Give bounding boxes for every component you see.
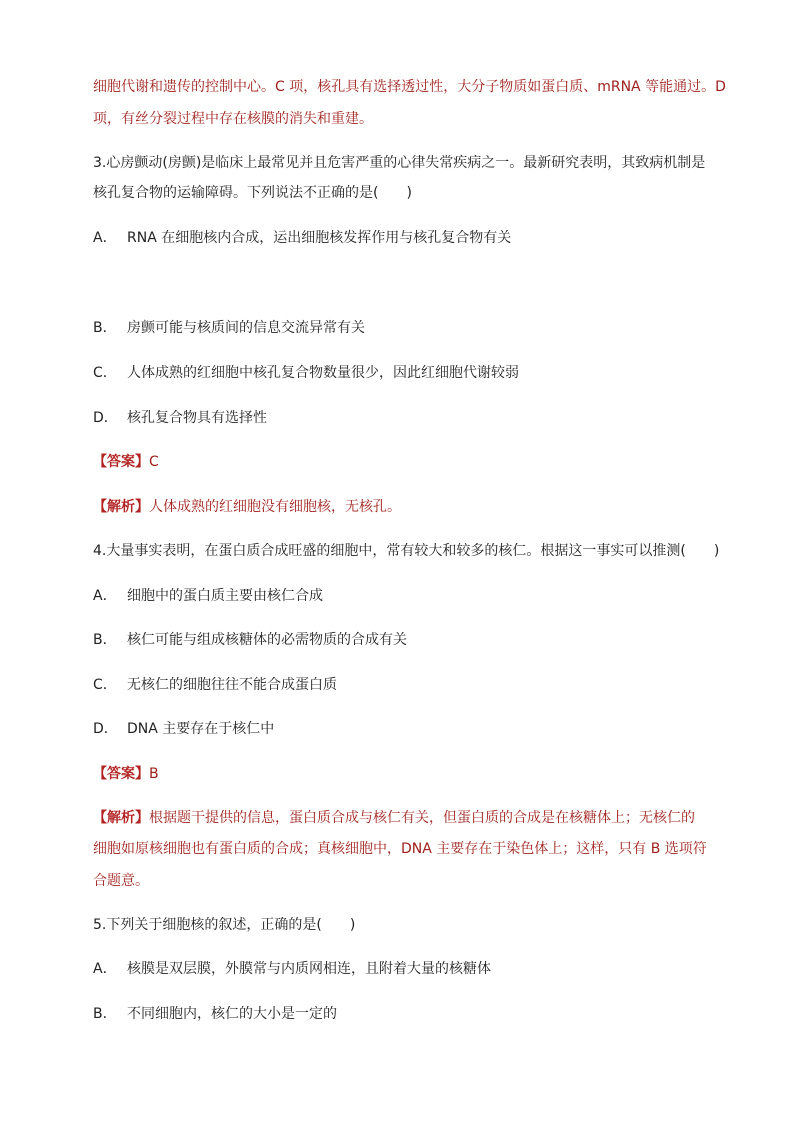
q3-option-a	[93, 228, 733, 248]
q5-option-a	[93, 959, 733, 979]
option-text: 核仁可能与组成核糖体的必需物质的合成有关	[127, 632, 407, 648]
option-text: 不同细胞内，核仁的大小是一定的	[127, 1006, 337, 1022]
option-text: 核孔复合物具有选择性	[127, 410, 267, 426]
analysis-label: 【解析】	[93, 499, 149, 515]
q4-analysis-line-3: 合题意。	[93, 873, 149, 889]
q4-option-d	[93, 719, 733, 739]
analysis-text: 人体成熟的红细胞没有细胞核，无核孔。	[149, 499, 401, 515]
option-letter: A．	[93, 230, 117, 246]
q3-option-d	[93, 408, 733, 428]
option-letter: A．	[93, 588, 117, 604]
q4-analysis-line-2: 细胞如原核细胞也有蛋白质的合成；真核细胞中，DNA 主要存在于染色体上；这样，只有 B 选项符	[93, 841, 707, 857]
prev-analysis-line-2: 项，有丝分裂过程中存在核膜的消失和重建。	[93, 111, 373, 127]
option-letter: A．	[93, 961, 117, 977]
option-letter: B．	[93, 320, 117, 336]
q4-analysis-line-1	[93, 808, 733, 828]
q4-option-b	[93, 630, 733, 650]
option-letter: D．	[93, 721, 118, 737]
option-text: 无核仁的细胞往往不能合成蛋白质	[127, 677, 337, 693]
q3-option-c	[93, 363, 733, 383]
q3-stem-line-2: 核孔复合物的运输障碍。下列说法不正确的是( )	[93, 185, 412, 201]
q4-answer	[93, 764, 733, 784]
option-text: 核膜是双层膜，外膜常与内质网相连，且附着大量的核糖体	[127, 961, 491, 977]
analysis-text: 根据题干提供的信息，蛋白质合成与核仁有关，但蛋白质的合成是在核糖体上；无核仁的	[149, 810, 695, 826]
option-letter: C．	[93, 365, 117, 381]
q3-answer	[93, 452, 733, 472]
prev-analysis-line-1: 细胞代谢和遗传的控制中心。C 项，核孔具有选择透过性，大分子物质如蛋白质、mRNA 等能通过。D	[93, 79, 726, 95]
q5-option-b	[93, 1004, 733, 1024]
q3-option-b	[93, 318, 733, 338]
q3-stem-line-1: 3.心房颤动(房颤)是临床上最常见并且危害严重的心律失常疾病之一。最新研究表明，其致病机制是	[93, 155, 706, 171]
answer-label: 【答案】	[93, 454, 149, 470]
option-text: DNA 主要存在于核仁中	[127, 721, 275, 737]
option-letter: B．	[93, 632, 117, 648]
option-text: 人体成熟的红细胞中核孔复合物数量很少，因此红细胞代谢较弱	[127, 365, 519, 381]
analysis-label: 【解析】	[93, 810, 149, 826]
option-letter: B．	[93, 1006, 117, 1022]
answer-value: C	[149, 454, 159, 470]
option-text: 细胞中的蛋白质主要由核仁合成	[127, 588, 323, 604]
option-text: 房颤可能与核质间的信息交流异常有关	[127, 320, 365, 336]
q4-option-a	[93, 586, 733, 606]
option-letter: C．	[93, 677, 117, 693]
q4-stem-line-1: 4.大量事实表明，在蛋白质合成旺盛的细胞中，常有较大和较多的核仁。根据这一事实可以推测( )	[93, 543, 720, 559]
answer-label: 【答案】	[93, 766, 149, 782]
q3-analysis	[93, 497, 733, 517]
q5-stem-line-1: 5.下列关于细胞核的叙述，正确的是( )	[93, 917, 356, 933]
option-letter: D．	[93, 410, 118, 426]
q4-option-c	[93, 675, 733, 695]
answer-value: B	[149, 766, 159, 782]
option-text: RNA 在细胞核内合成，运出细胞核发挥作用与核孔复合物有关	[127, 230, 512, 246]
